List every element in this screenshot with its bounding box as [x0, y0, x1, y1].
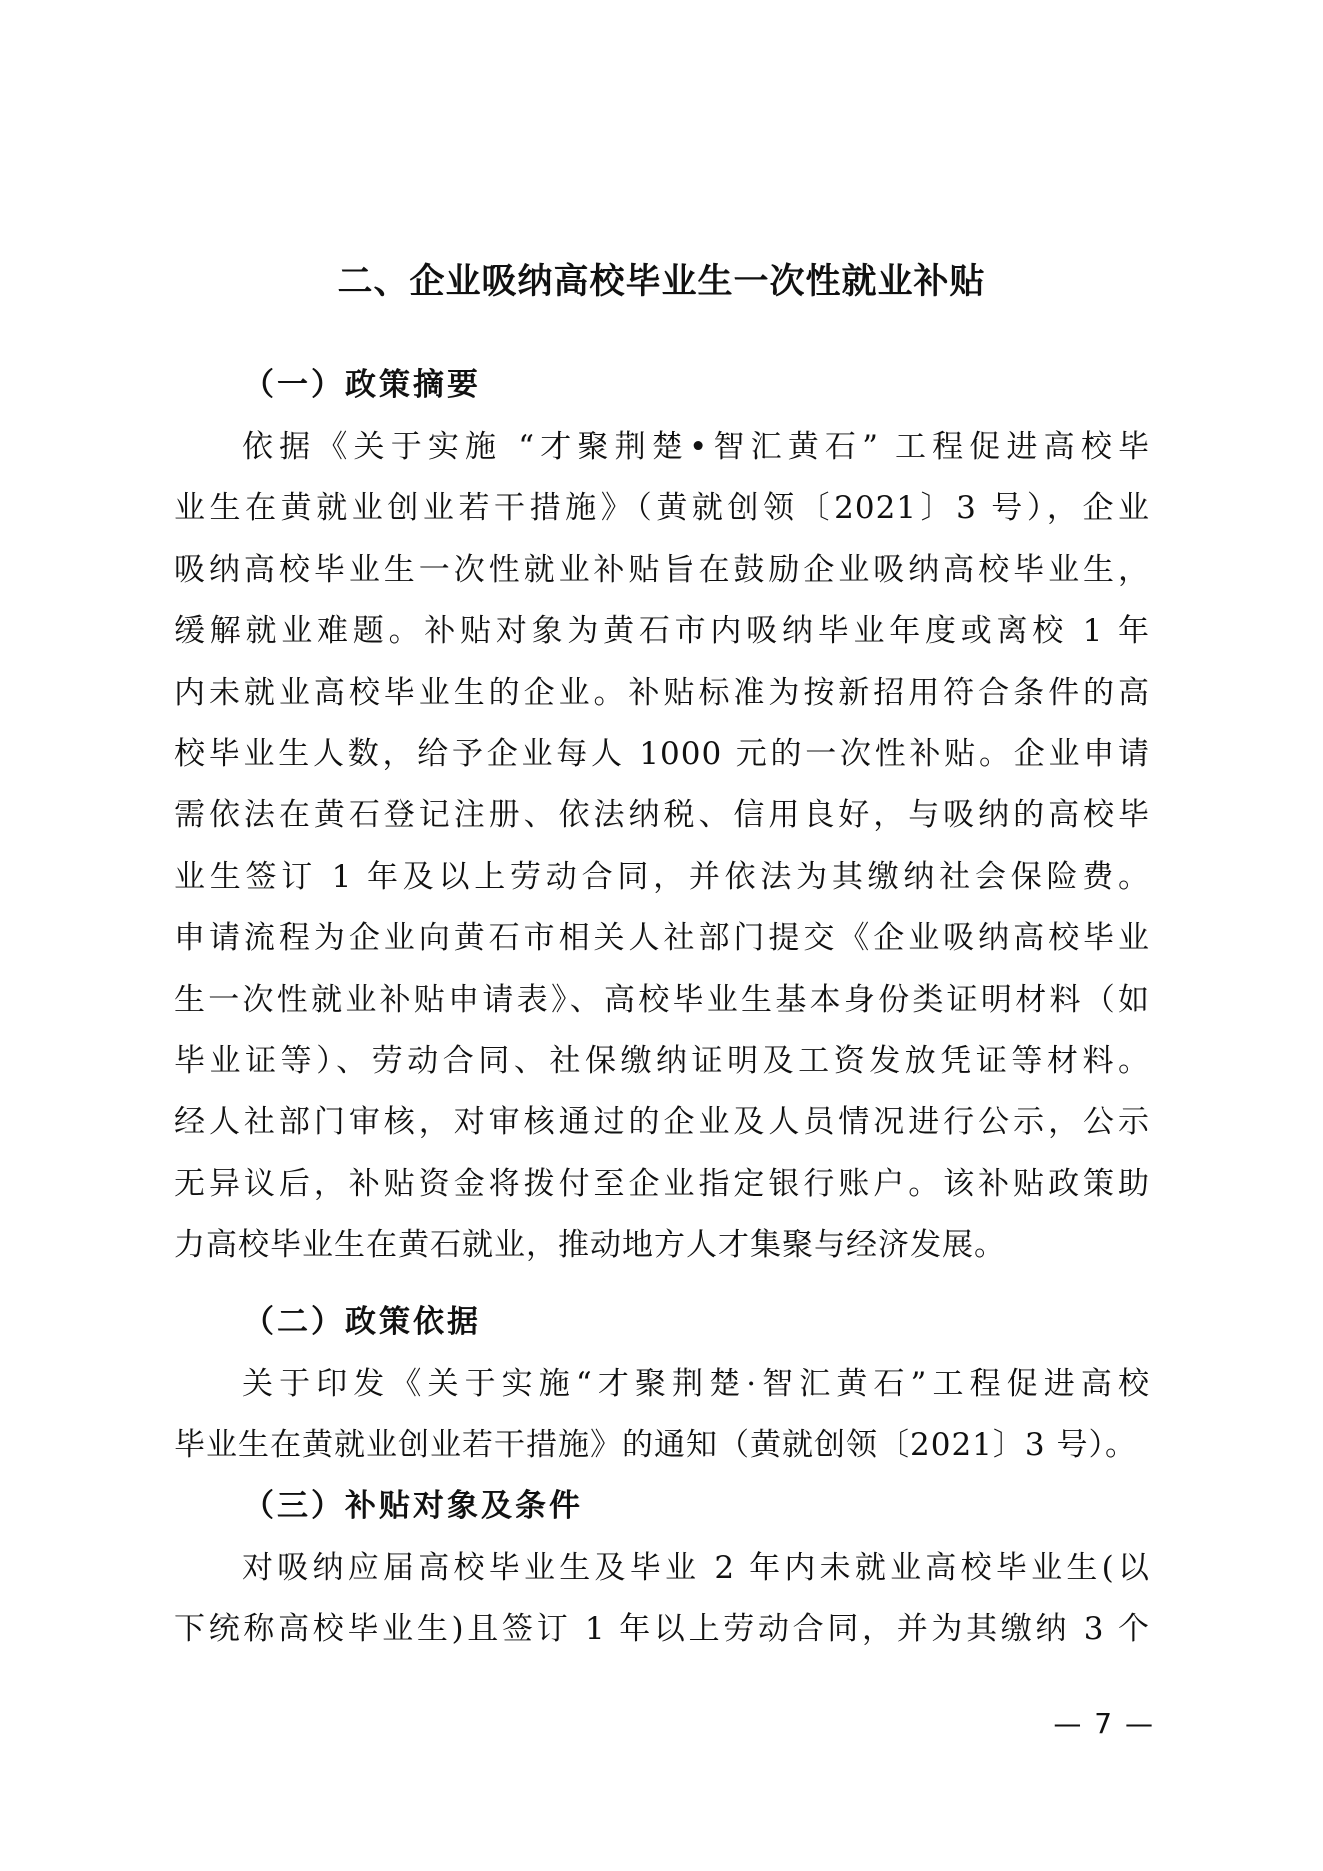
- text-line: 毕业证等）、劳动合同、社保缴纳证明及工资发放凭证等材料。: [174, 1042, 1150, 1079]
- text-line: 业生签订 1 年及以上劳动合同，并依法为其缴纳社会保险费。: [174, 858, 1150, 895]
- text-line: 经人社部门审核，对审核通过的企业及人员情况进行公示，公示: [174, 1104, 1150, 1141]
- text-line: 需依法在黄石登记注册、依法纳税、信用良好，与吸纳的高校毕: [174, 797, 1150, 834]
- paragraph-policy-summary: [174, 417, 1150, 1276]
- text-line: 业生在黄就业创业若干措施》（黄就创领〔2021〕3 号），企业: [174, 490, 1150, 527]
- text-line: 缓解就业难题。补贴对象为黄石市内吸纳毕业年度或离校 1 年: [174, 613, 1150, 650]
- text-line: 校毕业生人数，给予企业每人 1000 元的一次性补贴。企业申请: [174, 735, 1150, 772]
- page-number: — 7 —: [1053, 1707, 1155, 1740]
- text-line: 对吸纳应届高校毕业生及毕业 2 年内未就业高校毕业生(以: [242, 1550, 1150, 1586]
- section-heading-subsidy-targets: （三）补贴对象及条件: [243, 1488, 583, 1524]
- text-line: 依据《关于实施 “才聚荆楚•智汇黄石” 工程促进高校毕: [242, 429, 1150, 465]
- paragraph-policy-basis: [174, 1354, 1150, 1477]
- text-line: 生一次性就业补贴申请表》、高校毕业生基本身份类证明材料（如: [174, 981, 1150, 1018]
- text-line: 内未就业高校毕业生的企业。补贴标准为按新招用符合条件的高: [174, 674, 1150, 711]
- text-line: 关于印发《关于实施“才聚荆楚·智汇黄石”工程促进高校: [242, 1366, 1150, 1402]
- section-heading-policy-basis: （二）政策依据: [243, 1304, 481, 1340]
- text-line: 无异议后，补贴资金将拨付至企业指定银行账户。该补贴政策助: [174, 1165, 1150, 1202]
- text-line: 申请流程为企业向黄石市相关人社部门提交《企业吸纳高校毕业: [174, 920, 1150, 957]
- text-line: 下统称高校毕业生)且签订 1 年以上劳动合同，并为其缴纳 3 个: [174, 1611, 1150, 1648]
- page-title: 二、企业吸纳高校毕业生一次性就业补贴: [337, 262, 986, 302]
- paragraph-subsidy-targets: [174, 1538, 1150, 1661]
- text-line: 吸纳高校毕业生一次性就业补贴旨在鼓励企业吸纳高校毕业生，: [174, 551, 1150, 588]
- text-line: 毕业生在黄就业创业若干措施》的通知（黄就创领〔2021〕3 号）。: [174, 1427, 1137, 1464]
- section-heading-policy-summary: （一）政策摘要: [243, 367, 481, 403]
- text-line: 力高校毕业生在黄石就业，推动地方人才集聚与经济发展。: [174, 1227, 1006, 1264]
